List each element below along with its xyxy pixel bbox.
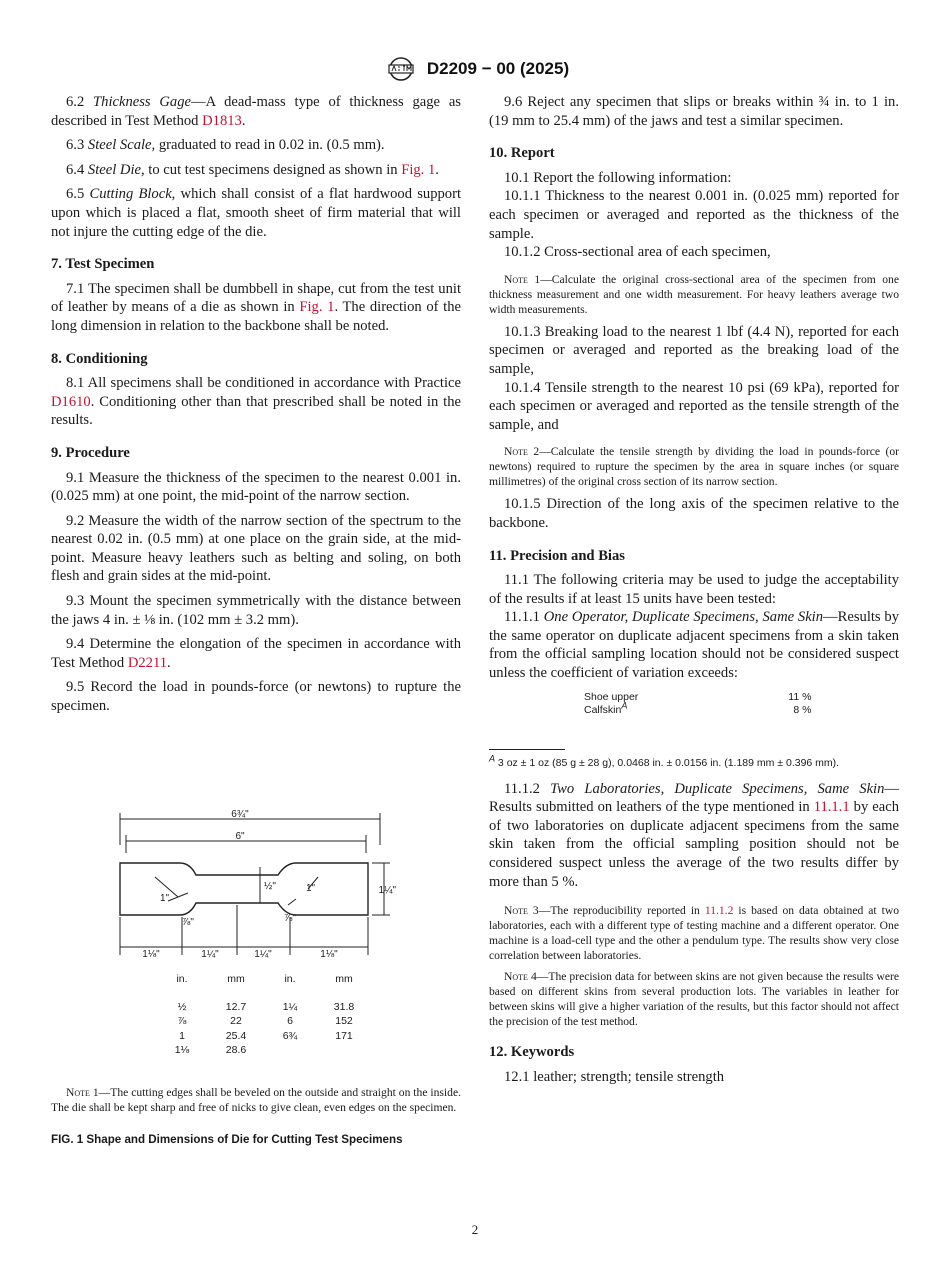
section-10-1-1: 10.1.1 Thickness to the nearest 0.001 in. (0.025 mm) reported for each specimen or averaged and reported as the thickness of the sample. — [489, 188, 899, 242]
section-8-1: 8.1 All specimens shall be conditioned in accordance with Practice D1610. Conditioning other than that prescribed shall be noted in the results. — [51, 375, 461, 429]
section-9-6: 9.6 Reject any specimen that slips or breaks within ¾ in. to 1 in. (19 mm to 25.4 mm) of the jaws and test a similar specimen. — [489, 94, 899, 129]
segment-3-label: 1¼" — [254, 949, 272, 960]
section-9-2: 9.2 Measure the width of the narrow section of the spectrum to the nearest 0.02 in. (0.5 mm) at one place on the grain side, at the mid-point. Measure heavy leathers such as belting and soling, on both flesh and grain sides at the mid-point. — [51, 512, 461, 585]
document-id: D2209 − 00 (2025) — [426, 59, 570, 78]
figure-note: Note 1—The cutting edges shall be beveled on the outside and straight on the inside. The die shall be kept sharp and free of nicks to give clean, even edges on the specimen. — [51, 1086, 461, 1114]
right-column — [489, 93, 899, 1092]
note-2: Note 2—Calculate the tensile strength by dividing the load in pounds-force (or newtons) required to rupture the specimen by the area in square inches (or square millimetres) of the original cross section of its narrow section. — [489, 445, 899, 489]
table-row: Calfskin$^A$ 8 % — [584, 700, 812, 716]
note-4: Note 4—The precision data for between skins are not given because the results were based on different skins from several production lots. The variables in leather for between skins will give a higher variation of the results, but this factor should not affect the precision of the test method. — [489, 970, 899, 1029]
section-6-3: 6.3 Steel Scale, graduated to read in 0.02 in. (0.5 mm). — [66, 137, 385, 154]
heading-test-specimen: 7. Test Specimen — [51, 256, 155, 273]
page-header — [0, 54, 950, 84]
overall-length-label: 6¾" — [231, 809, 249, 820]
segment-1-label: 1⅛" — [142, 949, 160, 960]
variation-criteria-table — [584, 691, 811, 717]
heading-conditioning: 8. Conditioning — [51, 350, 148, 367]
section-9-1: 9.1 Measure the thickness of the specimen to the nearest 0.001 in. (0.025 mm) at one point, the mid-point of the narrow section. — [51, 469, 461, 505]
heading-precision-and-bias: 11. Precision and Bias — [489, 547, 625, 564]
dumbbell-outline — [120, 863, 368, 915]
table-footnote: $^A$ 3 oz ± 1 oz (85 g ± 28 g), 0.0468 in. ± 0.0156 in. (1.189 mm ± 0.396 mm). — [489, 753, 840, 769]
neck-label: ½" — [264, 881, 276, 892]
heading-keywords: 12. Keywords — [489, 1044, 575, 1061]
section-9-5: 9.5 Record the load in pounds-force (or newtons) to rupture the specimen. — [51, 679, 461, 715]
section-11-1-1: 11.1.1 One Operator, Duplicate Specimens, Same Skin—Results by the same operator on duplicate adjacent specimens from a skin taken from the official sampling location should not be considered suspect unless the coefficient of variation exceeds: — [489, 609, 900, 682]
figure-caption: FIG. 1 Shape and Dimensions of Die for Cutting Test Specimens — [51, 1133, 403, 1146]
table-header: in. — [284, 973, 296, 985]
section-10-1-5: 10.1.5 Direction of the long axis of the specimen relative to the backbone. — [489, 496, 899, 531]
table-row: Shoe upper 11 % — [584, 690, 812, 703]
section-10-1-2: 10.1.2 Cross-sectional area of each specimen, — [504, 244, 771, 261]
section-12-1: 12.1 leather; strength; tensile strength — [504, 1068, 725, 1085]
table-header: mm — [227, 973, 245, 985]
heading-procedure: 9. Procedure — [51, 444, 130, 461]
section-6-5: 6.5 Cutting Block, which shall consist of a flat hardwood support upon which is placed a flat, smooth sheet of firm material that will not injure the cutting edge of the die. — [51, 186, 461, 240]
table-header: mm — [335, 973, 353, 985]
section-7-1: 7.1 The specimen shall be dumbbell in shape, cut from the test unit of leather by means of a die as shown in Fig. 1. The direction of the long dimension in relation to the backbone shall be noted. — [51, 280, 462, 334]
section-9-4: 9.4 Determine the elongation of the specimen in accordance with Test Method D2211. — [51, 636, 461, 671]
segment-2-label: 1¼" — [201, 949, 219, 960]
radius-78-left-label: ⅞" — [182, 917, 194, 928]
table-row: ½ 12.7 1¼ 31.8 — [177, 1000, 355, 1013]
segment-4-label: 1⅛" — [320, 949, 338, 960]
left-column — [51, 93, 461, 722]
section-11-1: 11.1 The following criteria may be used to judge the acceptability of the results if at least 15 units have been tested: — [489, 572, 899, 607]
table-row: ⅞ 22 6 152 — [177, 1015, 353, 1028]
radius-1-right-label: 1" — [306, 883, 316, 894]
section-6-2: 6.2 Thickness Gage—A dead-mass type of thickness gage as described in Test Method D1813. — [51, 94, 461, 129]
radius-78-right-label: ⅞" — [284, 913, 296, 924]
radius-1-left-label: 1" — [160, 893, 170, 904]
link-d2211[interactable]: D2211 — [127, 654, 167, 671]
link-fig-1[interactable]: Fig. 1 — [299, 299, 335, 316]
link-d1610[interactable]: D1610 — [51, 393, 91, 410]
link-fig-1[interactable]: Fig. 1 — [401, 161, 436, 178]
height-label: 1¼" — [378, 885, 396, 896]
section-6-4: 6.4 Steel Die, to cut test specimens designed as shown in Fig. 1. — [66, 161, 439, 178]
dimension-table — [155, 973, 371, 1058]
page-number: 2 — [471, 1222, 479, 1237]
astm-logo-icon — [381, 54, 421, 84]
link-11-1-2[interactable]: 11.1.2 — [704, 904, 734, 918]
table-row: 1 25.4 6¾ 171 — [179, 1029, 353, 1042]
footnote-divider — [489, 749, 565, 750]
note-3: Note 3—The reproducibility reported in 11.1.2 is based on data obtained at two laboratories, each with a different type of testing machine and a different operator. One machine is a load-cell type and the other a pendulum type. The results show very close correlation between laboratories. — [489, 904, 899, 963]
section-10-1-4: 10.1.4 Tensile strength to the nearest 10 psi (69 kPa), reported for each specimen or averaged and reported as the tensile strength of the sample, and — [489, 379, 899, 433]
section-11-1-2: 11.1.2 Two Laboratories, Duplicate Specimens, Same Skin—Results submitted on leathers of the type mentioned in 11.1.1 by each of two laboratories on duplicate adjacent specimens from the same skin taken from the official sampling position should not be considered suspect unless the average of the two results differ by more than 5 %. — [489, 780, 899, 890]
note-1: Note 1—Calculate the original cross-sectional area of the specimen from one thickness measurement and one width measurement. For heavy leathers average two width measurements. — [489, 272, 899, 316]
link-d1813[interactable]: D1813 — [202, 112, 242, 129]
link-11-1-1[interactable]: 11.1.1 — [813, 799, 850, 816]
radius-leader — [168, 893, 188, 901]
radius-leader — [288, 899, 296, 905]
heading-report: 10. Report — [489, 145, 555, 162]
table-header: in. — [176, 973, 188, 985]
section-9-3: 9.3 Mount the specimen symmetrically with the distance between the jaws 4 in. ± ⅛ in. (102 mm ± 3.2 mm). — [51, 593, 461, 628]
section-10-1-3: 10.1.3 Breaking load to the nearest 1 lbf (4.4 N), reported for each specimen or averaged and reported as the breaking load of the sample, — [489, 323, 899, 377]
table-row: 1⅛ 28.6 — [174, 1044, 247, 1057]
die-dimension-figure — [100, 805, 400, 965]
section-10-1: 10.1 Report the following information: — [504, 169, 732, 186]
inner-length-label: 6" — [235, 831, 245, 842]
